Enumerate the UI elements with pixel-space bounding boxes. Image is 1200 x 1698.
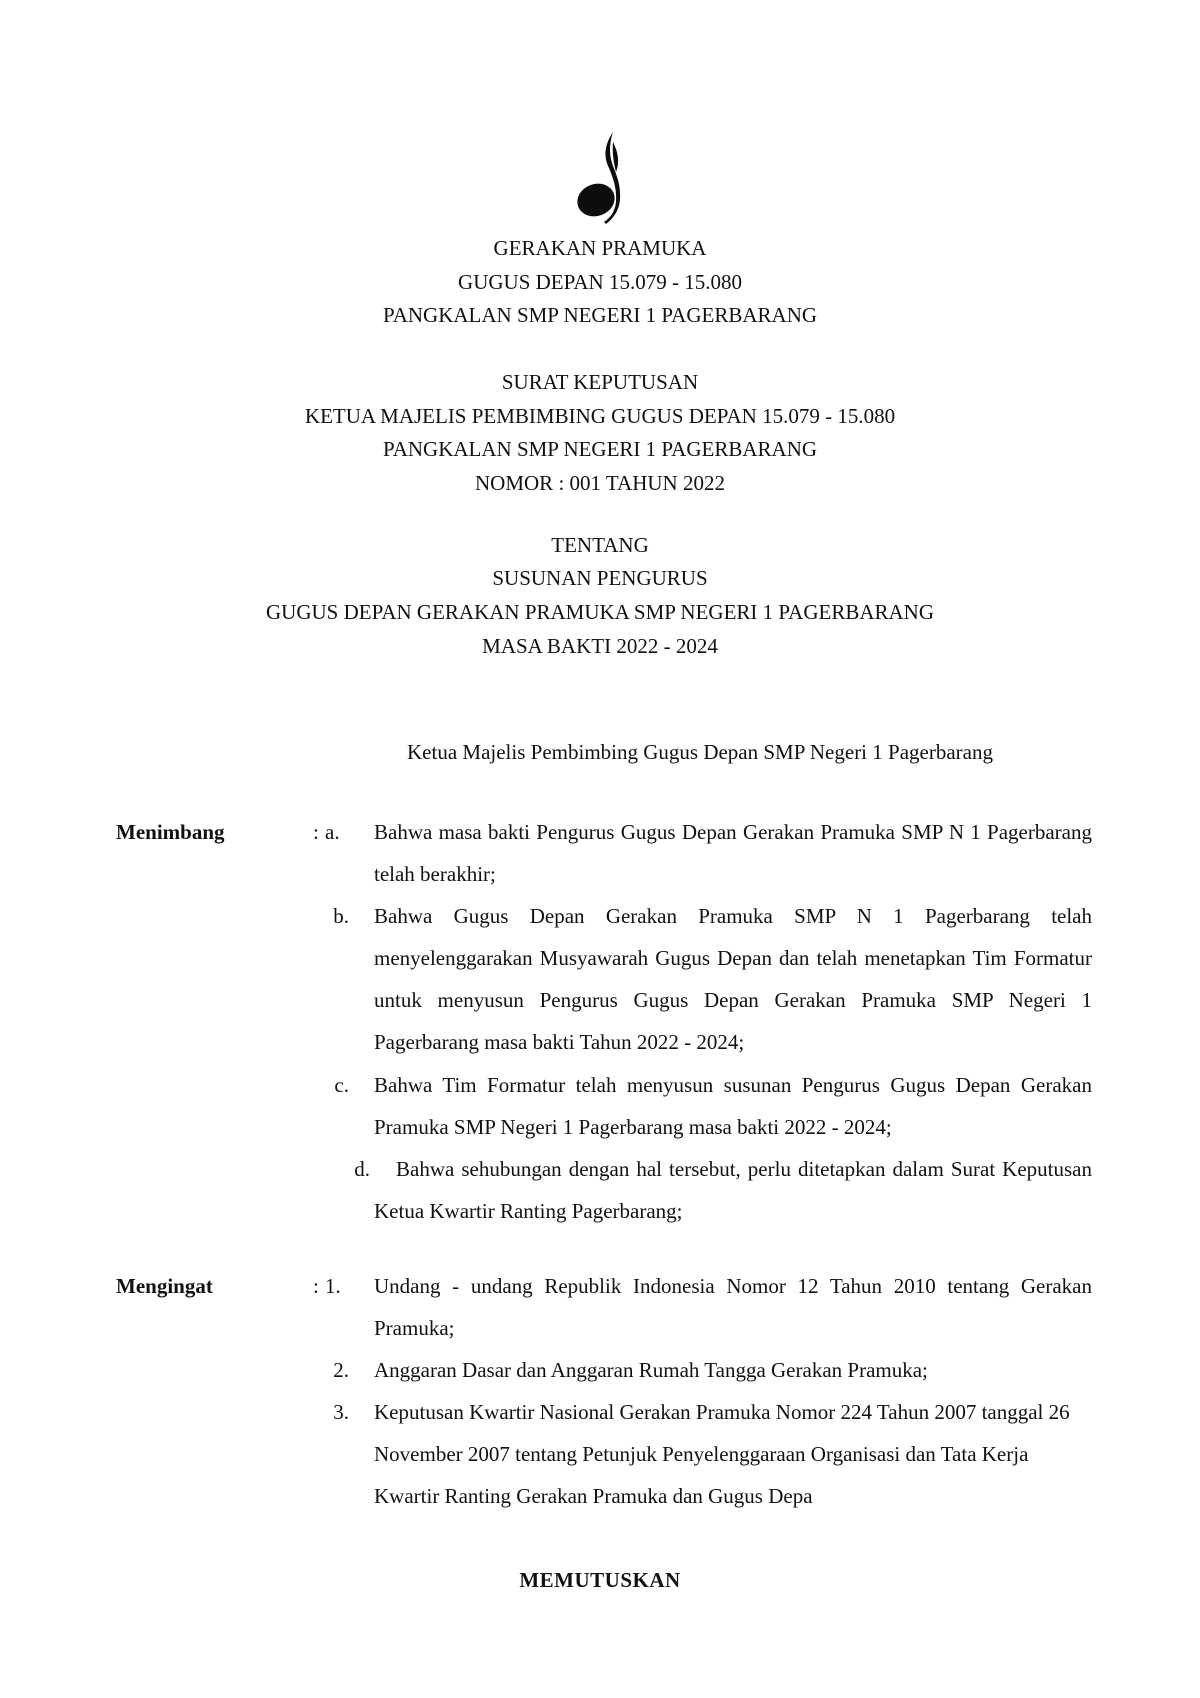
subject-tentang: TENTANG bbox=[551, 533, 649, 557]
intro-line: Ketua Majelis Pembimbing Gugus Depan SMP Negeri 1 Pagerbarang bbox=[407, 740, 993, 764]
mengingat-item-3: Keputusan Kwartir Nasional Gerakan Pramuka Nomor 224 Tahun 2007 tanggal 26 November 2007 tentang Petunjuk Penyelenggaraan Organisasi dan Tata Kerja Kwartir Ranting Gerakan Pramuka dan Gugus Depa bbox=[374, 1400, 1070, 1508]
subject-line-1: SUSUNAN PENGURUS bbox=[492, 566, 708, 590]
decree-title: SURAT KEPUTUSAN bbox=[501, 370, 699, 394]
menimbang-marker-c: c. bbox=[334, 1073, 349, 1097]
mengingat-marker-3: 3. bbox=[333, 1400, 349, 1424]
subject-line-2: GUGUS DEPAN GERAKAN PRAMUKA SMP NEGERI 1 PAGERBARANG bbox=[265, 600, 935, 624]
mengingat-item-1: Undang - undang Republik Indonesia Nomor 12 Tahun 2010 tentang Gerakan Pramuka; bbox=[374, 1274, 1092, 1340]
mengingat-item-2: Anggaran Dasar dan Anggaran Rumah Tangga Gerakan Pramuka; bbox=[374, 1358, 928, 1382]
tunas-kelapa-logo bbox=[572, 132, 632, 224]
mengingat-marker-2: 2. bbox=[333, 1358, 349, 1382]
menimbang-item-c: Bahwa Tim Formatur telah menyusun susunan Pengurus Gugus Depan Gerakan Pramuka SMP Negeri 1 Pagerbarang masa bakti 2022 - 2024; bbox=[374, 1073, 1092, 1139]
header-org: GERAKAN PRAMUKA bbox=[493, 236, 707, 260]
menimbang-item-a: Bahwa masa bakti Pengurus Gugus Depan Gerakan Pramuka SMP N 1 Pagerbarang telah berakhir; bbox=[374, 820, 1092, 886]
menimbang-marker-a: a. bbox=[325, 820, 340, 844]
subject-line-3: MASA BAKTI 2022 - 2024 bbox=[482, 634, 718, 658]
header-gugus: GUGUS DEPAN 15.079 - 15.080 bbox=[458, 270, 742, 294]
mengingat-marker-1: 1. bbox=[325, 1274, 341, 1298]
menimbang-item-d: Bahwa sehubungan dengan hal tersebut, perlu ditetapkan dalam Surat Keputusan Ketua Kwartir Ranting Pagerbarang; bbox=[374, 1157, 1092, 1223]
menimbang-item-b: Bahwa Gugus Depan Gerakan Pramuka SMP N 1 Pagerbarang telah menyelenggarakan Musyawarah Gugus Depan dan telah menetapkan Tim Formatur untuk menyusun Pengurus Gugus Depan Gerakan Pramuka SMP Negeri 1 Pagerbarang masa bakti Tahun 2022 - 2024; bbox=[374, 904, 1092, 1054]
decree-issuer: KETUA MAJELIS PEMBIMBING GUGUS DEPAN 15.079 - 15.080 bbox=[304, 404, 896, 428]
decree-pangkalan: PANGKALAN SMP NEGERI 1 PAGERBARANG bbox=[382, 437, 818, 461]
mengingat-label: Mengingat bbox=[116, 1274, 213, 1298]
menimbang-marker-d: d. bbox=[354, 1157, 370, 1181]
menimbang-colon: : bbox=[313, 820, 319, 844]
header-pangkalan: PANGKALAN SMP NEGERI 1 PAGERBARANG bbox=[382, 303, 818, 327]
mengingat-colon: : bbox=[313, 1274, 319, 1298]
menimbang-marker-b: b. bbox=[333, 904, 349, 928]
memutuskan-heading: MEMUTUSKAN bbox=[519, 1568, 681, 1592]
decree-number: NOMOR : 001 TAHUN 2022 bbox=[475, 471, 725, 495]
menimbang-label: Menimbang bbox=[116, 820, 225, 844]
